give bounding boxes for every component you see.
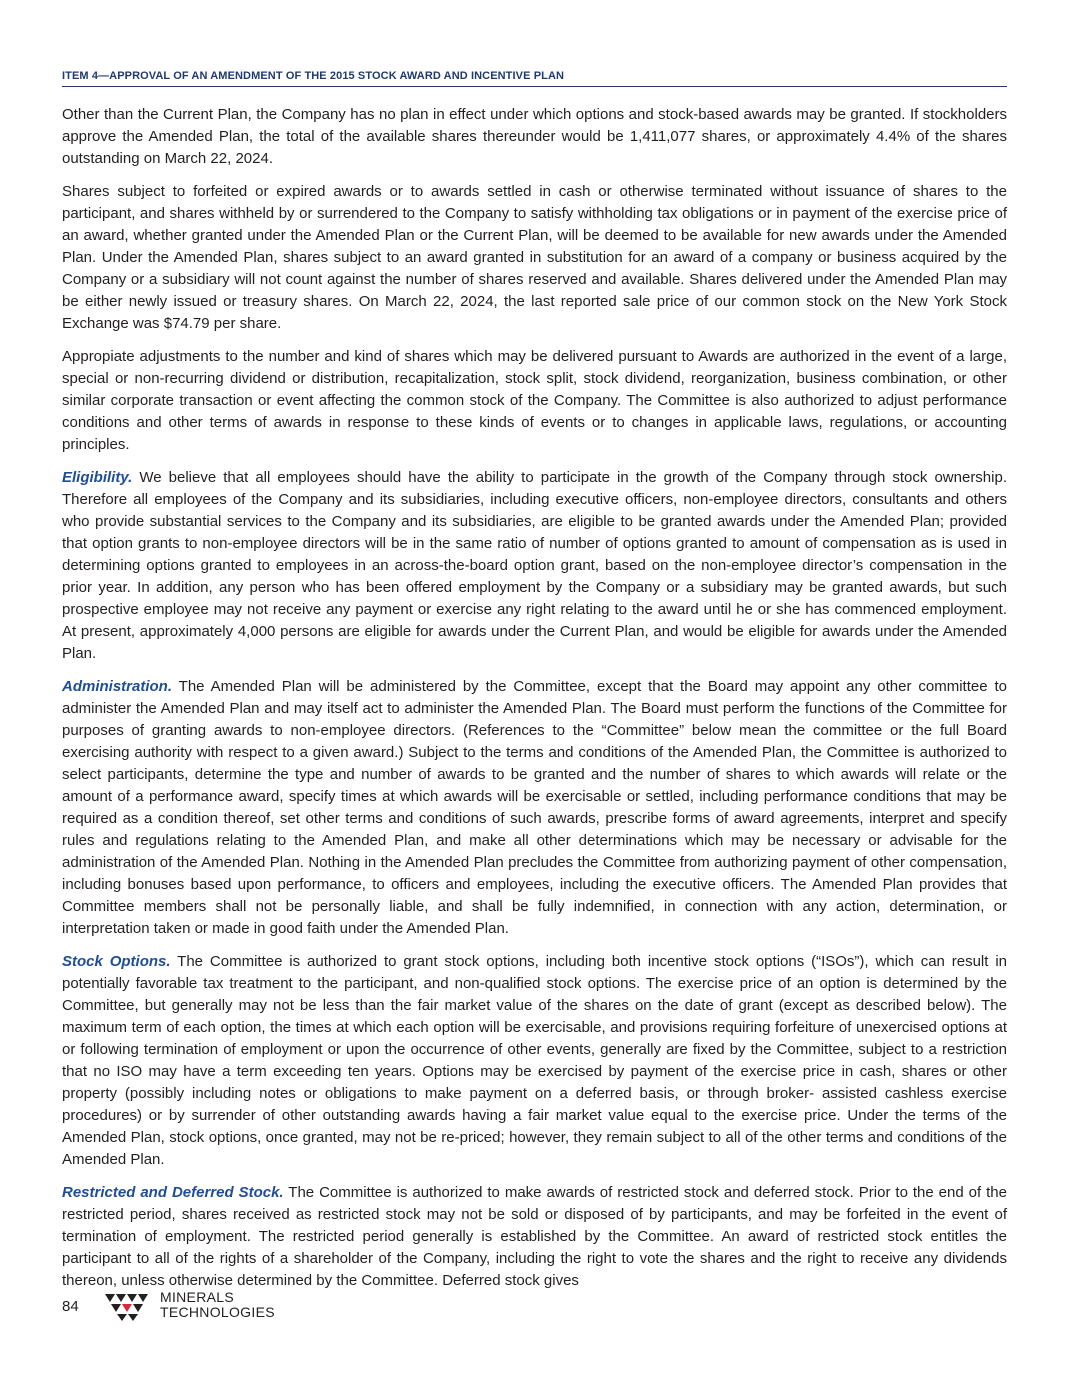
logo-line-1: MINERALS xyxy=(160,1289,234,1305)
paragraph-restricted-stock xyxy=(62,1182,1007,1292)
administration-heading: Administration. xyxy=(62,678,173,695)
paragraph-text: The Amended Plan will be administered by the Committee, except that the Board may appoint any other committee to administer the Amended Plan and may itself act to administer the Amended Plan. The Board must perform the functions of the Committee for purposes of granting awards to non-employee directors. (References to the “Committee” below mean the committee or the full Board exercising authority with respect to a given award.) Subject to the terms and conditions of the Amended Plan, the Committee is authorized to select participants, determine the type and number of awards to be granted and the number of shares to which awards will relate or the amount of a performance award, specify times at which awards will be exercisable or settled, including performance conditions that may be required as a condition thereof, set other terms and conditions of such awards, prescribe forms of award agreements, interpret and specify rules and regulations relating to the Amended Plan, and make all other determinations which may be necessary or advisable for the administration of the Amended Plan. Nothing in the Amended Plan precludes the Committee from authorizing payment of other compensation, including bonuses based upon performance, to officers and employees, including the executive officers. The Amended Plan provides that Committee members shall not be personally liable, and shall be fully indemnified, in connection with any action, determination, or interpretation taken or made in good faith under the Amended Plan. xyxy=(62,678,1007,937)
paragraph-text: Other than the Current Plan, the Company has no plan in effect under which options and stock-based awards may be granted. If stockholders approve the Amended Plan, the total of the available shares thereunder would be 1,411,077 shares, or approximately 4.4% of the shares outstanding on March 22, 2024. xyxy=(62,106,1007,167)
paragraph-text: We believe that all employees should have the ability to participate in the growth of the Company through stock ownership. Therefore all employees of the Company and its subsidiaries, including executive officers, non-employee directors, consultants and others who provide substantial services to the Company and its subsidiaries, are eligible to be granted awards under the Amended Plan; provided that option grants to non-employee directors will be in the same ratio of number of options granted to amount of compensation as is used in determining options granted to employees in an across-the-board option grant, based on the non-employee director’s compensation in the prior year. In addition, any person who has been offered employment by the Company or a subsidiary may be granted awards, but such prospective employee may not receive any payment or exercise any right relating to the award until he or she has commenced employment. At present, approximately 4,000 persons are eligible for awards under the Current Plan, and would be eligible for awards under the Amended Plan. xyxy=(62,469,1007,662)
paragraph-text: Shares subject to forfeited or expired awards or to awards settled in cash or otherwise terminated without issuance of shares to the participant, and shares withheld by or surrendered to the Company to satisfy withholding tax obligations or in payment of the exercise price of an award, whether granted under the Amended Plan or the Current Plan, will be deemed to be available for new awards under the Amended Plan. Under the Amended Plan, shares subject to an award granted in substitution for an award of a company or business acquired by the Company or a subsidiary will not count against the number of shares reserved and available. Shares delivered under the Amended Plan may be either newly issued or treasury shares. On March 22, 2024, the last reported sale price of our common stock on the New York Stock Exchange was $74.79 per share. xyxy=(62,183,1007,332)
paragraph-text: Appropiate adjustments to the number and kind of shares which may be delivered pursuant to Awards are authorized in the event of a large, special or non-recurring dividend or distribution, recapitalization, stock split, stock dividend, reorganization, business combination, or other similar corporate transaction or event affecting the common stock of the Company. The Committee is also authorized to adjust performance conditions and other terms of awards in response to these kinds of events or to changes in applicable laws, regulations, or accounting principles. xyxy=(62,348,1007,453)
company-logo-wordmark xyxy=(160,1290,275,1320)
paragraph-administration xyxy=(62,676,1007,940)
minerals-technologies-logo-icon xyxy=(105,1292,155,1322)
paragraph-adjustments xyxy=(62,346,1007,456)
restricted-stock-heading: Restricted and Deferred Stock. xyxy=(62,1184,284,1201)
page-header xyxy=(62,66,1007,87)
page-number: 84 xyxy=(62,1298,79,1315)
paragraph-share-availability xyxy=(62,181,1007,335)
logo-line-2: TECHNOLOGIES xyxy=(160,1304,275,1320)
paragraph-current-plan xyxy=(62,104,1007,170)
page-footer xyxy=(62,1289,362,1332)
eligibility-heading: Eligibility. xyxy=(62,469,133,486)
document-body xyxy=(62,104,1007,1303)
paragraph-stock-options xyxy=(62,951,1007,1171)
paragraph-eligibility xyxy=(62,467,1007,665)
paragraph-text: The Committee is authorized to grant stock options, including both incentive stock options (“ISOs”), which can result in potentially favorable tax treatment to the participant, and non-qualified stock options. The exercise price of an option is determined by the Committee, but generally may not be less than the fair market value of the shares on the date of grant (except as described below). The maximum term of each option, the times at which each option will be exercisable, and provisions requiring forfeiture of unexercised options at or following termination of employment or upon the occurrence of other events, generally are fixed by the Committee, subject to a restriction that no ISO may have a term exceeding ten years. Options may be exercised by payment of the exercise price in cash, shares or other property (possibly including notes or obligations to make payment on a deferred basis, or through broker- assisted cashless exercise procedures) or by surrender of other outstanding awards having a fair market value equal to the exercise price. Under the terms of the Amended Plan, stock options, once granted, may not be re-priced; however, they remain subject to all of the other terms and conditions of the Amended Plan. xyxy=(62,953,1007,1168)
section-title: ITEM 4—APPROVAL OF AN AMENDMENT OF THE 2015 STOCK AWARD AND INCENTIVE PLAN xyxy=(62,70,565,82)
paragraph-text: The Committee is authorized to make awards of restricted stock and deferred stock. Prior to the end of the restricted period, shares received as restricted stock may not be sold or disposed of by participants, and may be forfeited in the event of termination of employment. The restricted period generally is established by the Committee. An award of restricted stock entitles the participant to all of the rights of a shareholder of the Company, including the right to vote the shares and the right to receive any dividends thereon, unless otherwise determined by the Committee. Deferred stock gives xyxy=(62,1184,1007,1289)
stock-options-heading: Stock Options. xyxy=(62,953,171,970)
